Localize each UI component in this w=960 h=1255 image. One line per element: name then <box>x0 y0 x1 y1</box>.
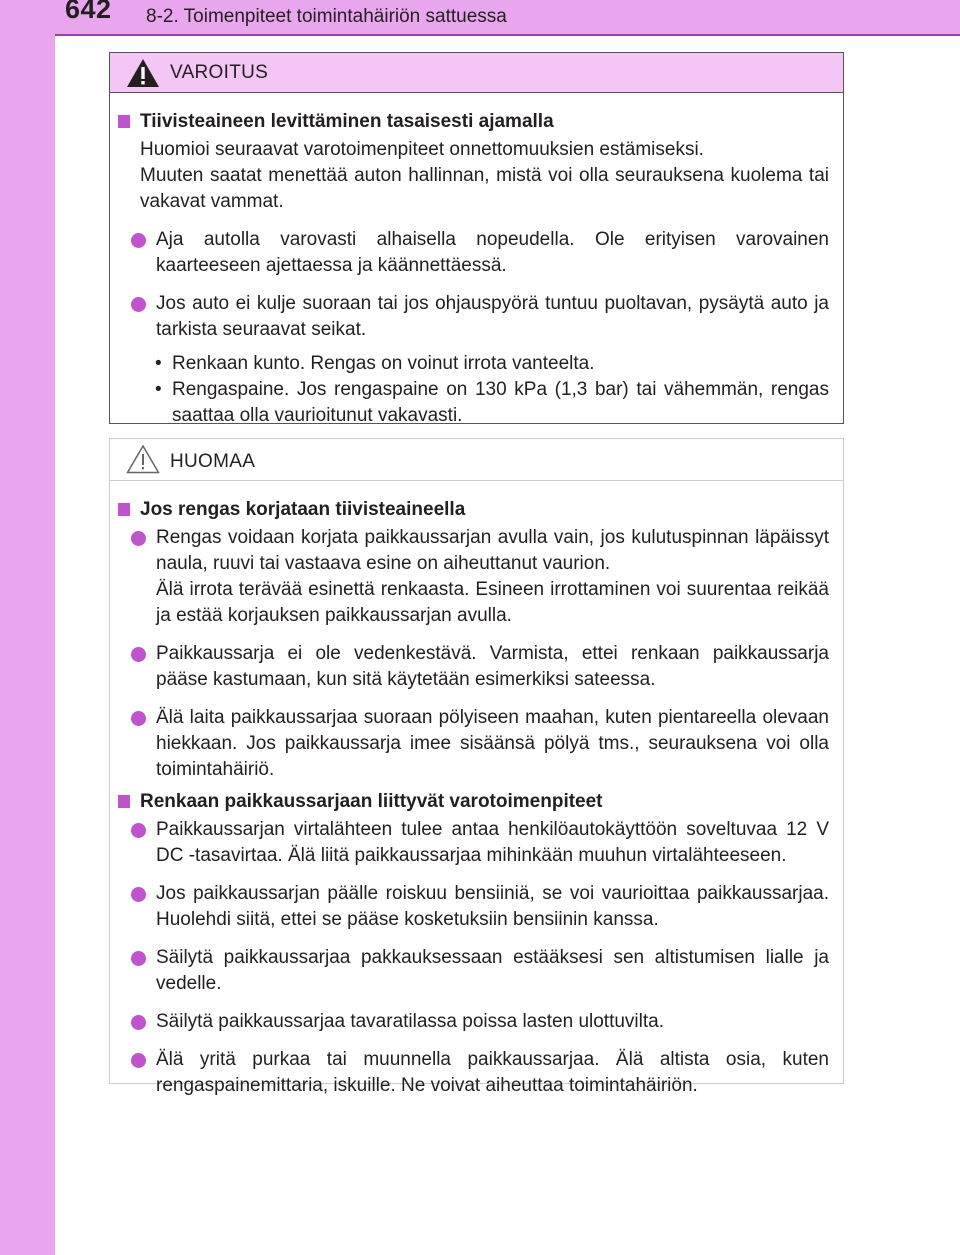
round-bullet-icon <box>131 531 146 546</box>
list-item: Jos paikkaussarjan päälle roiskuu bensiiniä, se voi vaurioittaa paikkaussarjaa. Huolehdi siitä, ettei se pääse kosketuksiin bensiinin kanssa. <box>110 881 843 933</box>
paragraph: Älä irrota terävää esinettä renkaasta. Esineen irrottaminen voi suurentaa reikää ja estää korjauksen paikkaussarjan avulla. <box>156 579 829 626</box>
list-item: Älä laita paikkaussarjaa suoraan pölyiseen maahan, kuten pientareella olevaan hiekkaan. Jos paikkaussarja imee sisäänsä pölyä tms., seurauksena voi olla toimintahäiriö. <box>110 705 843 783</box>
notice-header <box>110 439 843 481</box>
list-item: Säilytä paikkaussarjaa tavaratilassa poissa lasten ulottuvilta. <box>110 1009 843 1035</box>
section-heading: Tiivisteaineen levittäminen tasaisesti ajamalla <box>110 109 843 135</box>
round-bullet-icon <box>131 823 146 838</box>
round-bullet-icon <box>131 951 146 966</box>
warning-header <box>110 53 843 93</box>
sub-item: • Renkaan kunto. Rengas on voinut irrota vanteelta. <box>110 351 843 377</box>
sub-item: • Rengaspaine. Jos rengaspaine on 130 kPa (1,3 bar) tai vähemmän, rengas saattaa olla vaurioitunut vakavasti. <box>155 379 829 426</box>
page-number: 642 <box>65 0 112 24</box>
round-bullet-icon <box>131 233 146 248</box>
list-item: Aja autolla varovasti alhaisella nopeudella. Ole erityisen varovainen kaarteeseen ajettaessa ja käännettäessä. <box>110 227 843 279</box>
list-item: Paikkaussarja ei ole vedenkestävä. Varmista, ettei renkaan paikkaussarja pääse kastumaan, kun sitä käytetään esimerkiksi sateessa. <box>110 641 843 693</box>
side-tab-bar <box>0 0 55 1255</box>
notice-title: HUOMAA <box>170 451 256 472</box>
warning-box <box>109 52 844 424</box>
notice-box <box>109 438 844 1096</box>
round-bullet-icon <box>131 647 146 662</box>
round-bullet-icon <box>131 1053 146 1068</box>
paragraph: Muuten saatat menettää auton hallinnan, mistä voi olla seurauksena kuolema tai vakavat vammat. <box>140 165 829 212</box>
list-item: Paikkaussarjan virtalähteen tulee antaa henkilöautokäyttöön soveltuvaa 12 V DC -tasavirtaa. Älä liitä paikkaussarjaa mihinkään muuhun virtalähteeseen. <box>110 817 843 869</box>
section-heading: Renkaan paikkaussarjaan liittyvät varotoimenpiteet <box>110 789 843 815</box>
warning-title: VAROITUS <box>170 62 269 83</box>
round-bullet-icon <box>131 887 146 902</box>
paragraph: Huomioi seuraavat varotoimenpiteet onnettomuuksien estämiseksi. <box>140 139 704 160</box>
list-item: Jos auto ei kulje suoraan tai jos ohjauspyörä tuntuu puoltavan, pysäytä auto ja tarkista seuraavat seikat. <box>110 291 843 343</box>
round-bullet-icon <box>131 711 146 726</box>
dot-marker-icon: • <box>155 353 162 374</box>
warning-triangle-icon <box>126 58 160 88</box>
chapter-title: 8-2. Toimenpiteet toimintahäiriön sattuessa <box>146 6 507 27</box>
square-bullet-icon <box>118 795 130 808</box>
list-item: Älä yritä purkaa tai muunnella paikkaussarjaa. Älä altista osia, kuten rengaspainemittaria, iskuille. Ne voivat aiheuttaa toimintahäiriön. <box>110 1047 843 1099</box>
caution-triangle-icon <box>126 444 160 474</box>
notice-body <box>110 497 843 1099</box>
dot-marker-icon: • <box>155 379 162 400</box>
square-bullet-icon <box>118 503 130 516</box>
list-item: Säilytä paikkaussarjaa pakkauksessaan estääksesi sen altistumisen lialle ja vedelle. <box>110 945 843 997</box>
header-rule <box>55 34 960 36</box>
section-heading: Jos rengas korjataan tiivisteaineella <box>110 497 843 523</box>
list-item: Rengas voidaan korjata paikkaussarjan avulla vain, jos kulutuspinnan läpäissyt naula, ruuvi tai vastaava esine on aiheuttanut vaurion. <box>110 525 843 577</box>
warning-body <box>110 109 843 429</box>
round-bullet-icon <box>131 1015 146 1030</box>
square-bullet-icon <box>118 115 130 128</box>
round-bullet-icon <box>131 297 146 312</box>
